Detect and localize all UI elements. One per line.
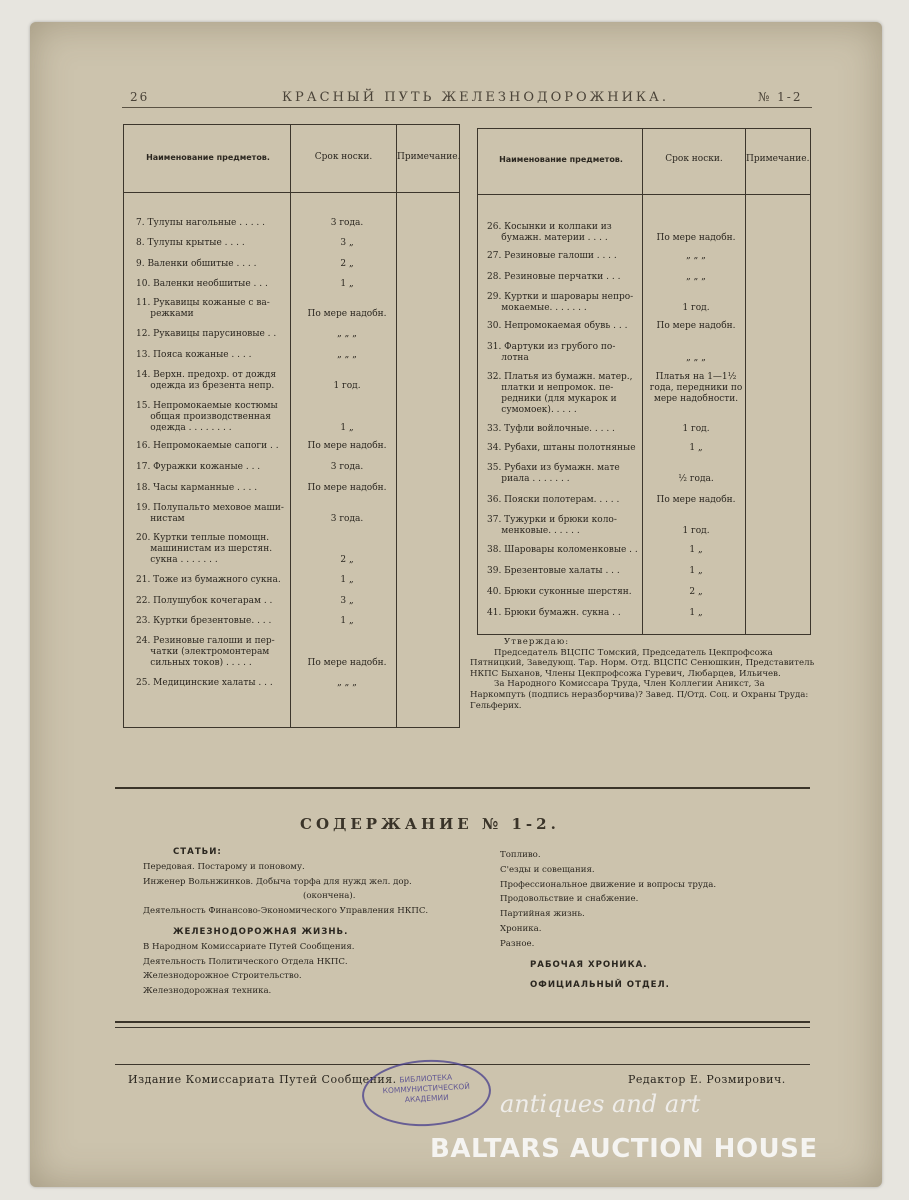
item-name: 29. Куртки и шаровары непро- мокаемые. . . . . . .: [487, 292, 634, 313]
item-term: 3 „: [340, 596, 354, 606]
item-term: 3 „: [340, 238, 354, 248]
contents-entry: (окончена).: [303, 891, 356, 902]
item-name: 36. Пояски полотерам. . . . .: [487, 495, 620, 505]
item-term: По мере надобн.: [307, 483, 387, 493]
item-term: ½ года.: [678, 474, 714, 484]
header-rule: [122, 107, 812, 108]
left-col-name-header: Наименование предметов.: [146, 153, 270, 162]
item-term: 1 „: [340, 423, 354, 433]
item-term: 1 „: [689, 443, 703, 453]
item-name: 9. Валенки обшитые . . . .: [136, 259, 257, 269]
item-term: „ „ „: [686, 353, 706, 363]
item-name: 12. Рукавицы парусиновые . .: [136, 329, 277, 339]
contents-entry: Партийная жизнь.: [500, 909, 585, 920]
contents-left-column: [143, 845, 428, 999]
issue-number: № 1-2: [758, 90, 803, 104]
contents-entry: Передовая. Постарому и поновому.: [143, 861, 305, 872]
item-name: 21. Тоже из бумажного сукна.: [136, 575, 281, 585]
contents-bottom-rule-thin: [115, 1027, 810, 1028]
right-table-header-rule: [477, 194, 810, 195]
item-term: По мере надобн.: [656, 233, 736, 243]
contents-entry: Железнодорожное Строительство.: [143, 971, 302, 982]
contents-section-heading: ОФИЦИАЛЬНЫЙ ОТДЕЛ.: [530, 980, 670, 991]
editor-line: Редактор Е. Розмирович.: [628, 1073, 786, 1086]
contents-section-heading: СТАТЬИ:: [173, 847, 222, 857]
item-term: 1 „: [689, 566, 703, 576]
contents-entry: Профессиональное движение и вопросы труда.: [500, 879, 717, 890]
item-name: 14. Верхн. предохр. от дождя одежда из брезента непр.: [136, 370, 276, 391]
item-name: 32. Платья из бумажн. матер., платки и непромок. пе- редники (для мукарок и сумомоек). . . . .: [487, 372, 633, 415]
item-name: 38. Шаровары коломенковые . .: [487, 545, 638, 555]
item-name: 25. Медицинские халаты . . .: [136, 678, 273, 688]
watermark-tagline: antiques and art: [500, 1090, 701, 1118]
contents-bottom-rule: [115, 1021, 810, 1023]
contents-entry: Хроника.: [500, 923, 542, 934]
approval-text-2: За Народного Комиссара Труда, Член Коллегии Аникст, За Наркомпуть (подпись неразборчива)? Завед. П/Отд. Соц. и Охраны Труда: Гельферих.: [470, 679, 809, 711]
item-name: 33. Туфли войлочные. . . . .: [487, 424, 615, 434]
item-name: 30. Непромокаемая обувь . . .: [487, 321, 628, 331]
item-name: 23. Куртки брезентовые. . . .: [136, 616, 272, 626]
publisher-line: Издание Комиссариата Путей Сообщения.: [128, 1073, 397, 1086]
item-name: 16. Непромокаемые сапоги . .: [136, 441, 279, 451]
item-term: По мере надобн.: [307, 658, 387, 668]
item-name: 34. Рубахи, штаны полотняные: [487, 443, 636, 453]
item-name: 7. Тулупы нагольные . . . . .: [136, 218, 265, 228]
contents-top-rule: [115, 787, 810, 789]
item-name: 17. Фуражки кожаные . . .: [136, 462, 261, 472]
item-name: 11. Рукавицы кожаные с ва- режками: [136, 298, 270, 319]
item-term: 2 „: [340, 555, 354, 565]
item-term: 1 год.: [682, 424, 710, 434]
item-term: По мере надобн.: [656, 321, 736, 331]
left-table-header-rule: [123, 192, 459, 193]
item-term: Платья на 1—1½ года, передники по мере надобности.: [649, 372, 743, 404]
contents-title: СОДЕРЖАНИЕ № 1-2.: [300, 815, 560, 833]
item-name: 35. Рубахи из бумажн. мате риала . . . . . . .: [487, 463, 620, 484]
item-name: 26. Косынки и колпаки из бумажн. материи . . . .: [487, 222, 612, 243]
item-term: 1 год.: [333, 381, 361, 391]
item-term: По мере надобн.: [307, 441, 387, 451]
contents-right-column: [500, 848, 716, 993]
journal-title: КРАСНЫЙ ПУТЬ ЖЕЛЕЗНОДОРОЖНИКА.: [282, 90, 669, 105]
item-term: По мере надобн.: [656, 495, 736, 505]
item-term: 1 год.: [682, 303, 710, 313]
item-term: 1 „: [689, 545, 703, 555]
contents-section-heading: ЖЕЛЕЗНОДОРОЖНАЯ ЖИЗНЬ.: [173, 926, 349, 937]
right-col-name-header: Наименование предметов.: [499, 155, 623, 164]
item-term: 3 года.: [330, 218, 364, 228]
library-stamp: БИБЛИОТЕКА КОММУНИСТИЧЕСКОЙ АКАДЕМИИ: [360, 1057, 492, 1130]
item-term: 1 „: [689, 608, 703, 618]
item-term: 3 года.: [330, 514, 364, 524]
item-term: 1 „: [340, 616, 354, 626]
contents-entry: Железнодорожная техника.: [143, 986, 272, 997]
left-col-term-header: Срок носки.: [314, 152, 373, 162]
item-term: „ „ „: [686, 272, 706, 282]
contents-entry: Деятельность Финансово-Экономического Управления НКПС.: [143, 906, 429, 917]
item-term: 3 года.: [330, 462, 364, 472]
watermark-logo: BALTARS AUCTION HOUSE: [430, 1134, 818, 1164]
item-name: 28. Резиновые перчатки . . .: [487, 272, 621, 282]
item-name: 40. Брюки суконные шерстян.: [487, 587, 632, 597]
right-col-term-header: Срок носки.: [665, 154, 723, 164]
item-term: 1 „: [340, 279, 354, 289]
item-term: 2 „: [689, 587, 703, 597]
contents-section-heading: РАБОЧАЯ ХРОНИКА.: [530, 959, 648, 970]
contents-entry: Деятельность Политического Отдела НКПС.: [143, 956, 348, 967]
item-name: 27. Резиновые галоши . . . .: [487, 251, 617, 261]
item-name: 39. Брезентовые халаты . . .: [487, 566, 620, 576]
item-name: 31. Фартуки из грубого по- лотна: [487, 342, 616, 363]
item-term: „ „ „: [337, 678, 357, 688]
item-term: „ „ „: [337, 350, 357, 360]
approval-heading: Утверждаю:: [504, 637, 570, 647]
approval-block: [470, 637, 815, 711]
item-name: 19. Полупальто меховое маши- нистам: [136, 503, 284, 524]
item-term: 2 „: [340, 259, 354, 269]
contents-entry: Топливо.: [500, 850, 541, 860]
item-term: По мере надобн.: [307, 309, 387, 319]
left-col-note-header: Примечание.: [397, 152, 461, 162]
item-name: 24. Резиновые галоши и пер- чатки (электромонтерам сильных токов) . . . . .: [136, 636, 275, 668]
item-term: „ „ „: [337, 329, 357, 339]
contents-entry: В Народном Комиссариате Путей Сообщения.: [143, 941, 355, 952]
item-term: 1 „: [340, 575, 354, 585]
contents-entry: Продовольствие и снабжение.: [500, 894, 639, 905]
item-name: 13. Пояса кожаные . . . .: [136, 350, 252, 360]
contents-entry: Разное.: [500, 938, 535, 949]
item-name: 20. Куртки теплые помощн. машинистам из шерстян. сукна . . . . . . .: [136, 533, 273, 565]
item-name: 22. Полушубок кочегарам . .: [136, 596, 273, 606]
item-name: 37. Тужурки и брюки коло- менковые. . . . . .: [487, 515, 617, 536]
item-name: 41. Брюки бумажн. сукна . .: [487, 608, 621, 618]
item-name: 8. Тулупы крытые . . . .: [136, 238, 245, 248]
approval-text-1: Председатель ВЦСПС Томский, Председатель Цекпрофсожа Пятницкий, Заведующ. Тар. Норм. Отд. ВЦСПС Сенюшкин, Представитель НКПС Быханов, Члены Цекпрофсожа Гуревич, Любарцев, Ильичев.: [470, 647, 815, 679]
item-name: 18. Часы карманные . . . .: [136, 483, 258, 493]
contents-entry: С'езды и совещания.: [500, 864, 595, 875]
page-number: 26: [130, 90, 150, 104]
item-term: 1 год.: [682, 526, 710, 536]
item-name: 10. Валенки необшитые . . .: [136, 279, 268, 289]
contents-entry: Инженер Вольнжинков. Добыча торфа для нужд жел. дор.: [143, 876, 412, 887]
item-name: 15. Непромокаемые костюмы общая производственная одежда . . . . . . . .: [136, 401, 278, 433]
right-col-note-header: Примечание.: [746, 154, 810, 164]
item-term: „ „ „: [686, 251, 706, 261]
